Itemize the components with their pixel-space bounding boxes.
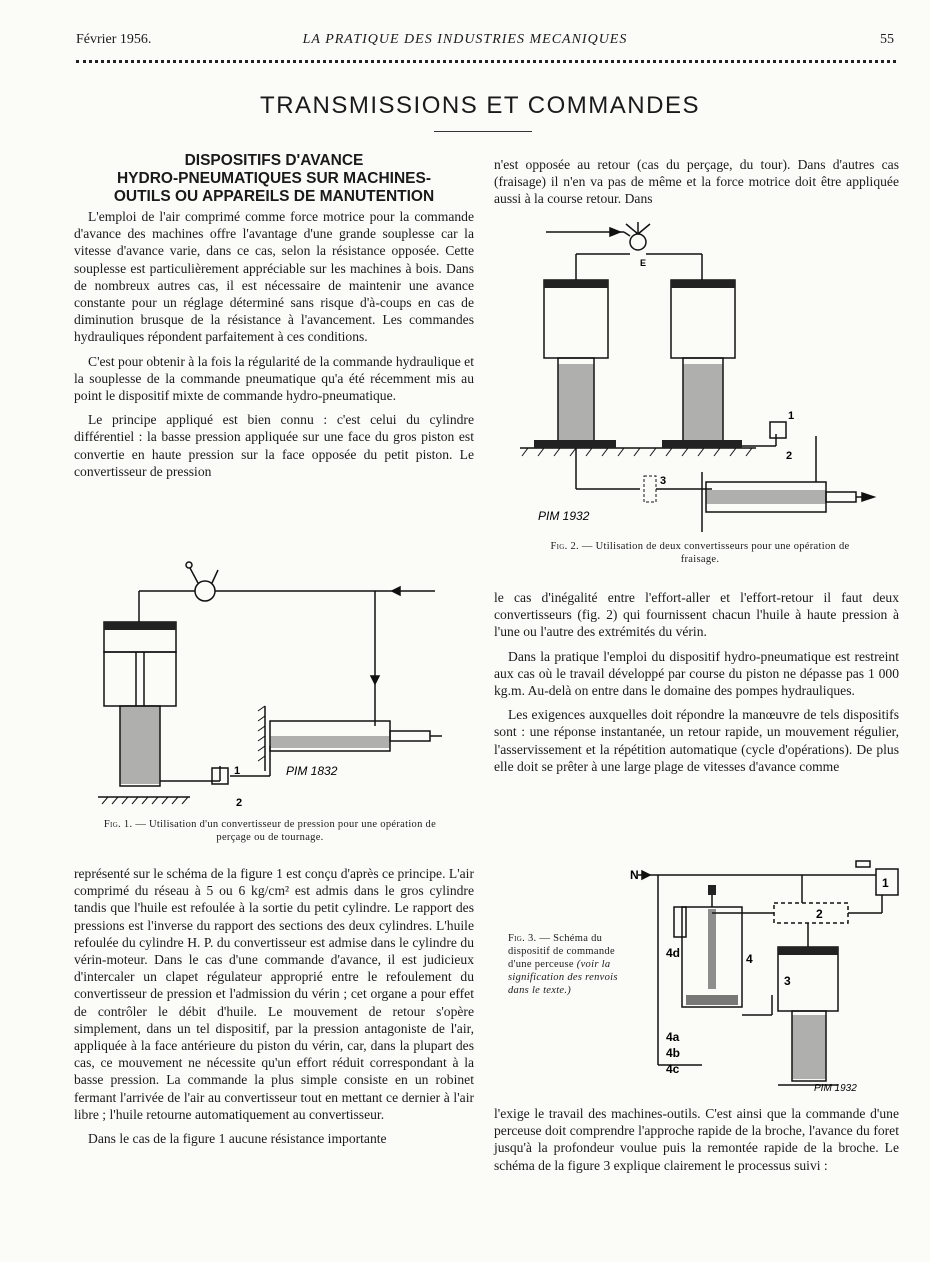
fig2-label-2: 2	[786, 450, 793, 462]
fig3-label-1: 1	[882, 876, 889, 890]
header-journal-title: LA PRATIQUE DES INDUSTRIES MECANIQUES	[302, 32, 628, 47]
article-title-line: DISPOSITIFS D'AVANCE	[184, 152, 364, 169]
figure-3-caption	[508, 932, 620, 997]
left-column-bottom	[74, 865, 474, 1154]
article-title-line: HYDRO-PNEUMATIQUES SUR MACHINES-	[116, 170, 432, 187]
figure-3-caption-italic: (voir la signification des renvois dans le texte.)	[508, 959, 618, 996]
paragraph: le cas d'inégalité entre l'effort-aller et l'effort-retour il faut deux convertisseurs (fig. 2) qui fournissent chacun l'huile à haute pression à l'une ou l'autre des extrémités du vérin.	[494, 590, 899, 640]
fig3-label-4b: 4b	[666, 1046, 681, 1060]
fig3-reference: PIM 1932	[814, 1083, 857, 1093]
figure-2-label: Fig. 2.	[550, 541, 579, 552]
fig2-label-e: E	[640, 258, 647, 268]
fig3-label-3: 3	[784, 974, 791, 988]
right-column-top	[494, 156, 899, 215]
fig1-label-2: 2	[236, 797, 243, 809]
left-column-top	[74, 208, 474, 487]
fig2-label-1: 1	[788, 410, 795, 422]
fig3-label-4c: 4c	[666, 1062, 680, 1076]
fig3-label-2: 2	[816, 907, 823, 921]
section-title: TRANSMISSIONS ET COMMANDES	[260, 92, 700, 119]
fig1-reference: PIM 1832	[286, 764, 338, 778]
fig2-reference: PIM 1932	[538, 509, 590, 523]
header-dotted-rule	[76, 60, 896, 63]
section-title-rule	[434, 131, 532, 132]
article-title	[74, 152, 474, 206]
figure-2-caption-text: — Utilisation de deux convertisseurs pour une opération de fraisage.	[581, 541, 850, 565]
figure-2-diagram	[516, 214, 886, 532]
figure-2-caption	[540, 540, 860, 566]
figure-1-diagram	[90, 556, 460, 811]
right-column-bottom	[494, 1105, 899, 1181]
paragraph: Le principe appliqué est bien connu : c'est celui du cylindre différentiel : la basse pression appliquée sur une face du gros piston est convertie en haute pression sur la face opposée du petit piston. Le convertisseur de pression	[74, 412, 474, 479]
paragraph: l'exige le travail des machines-outils. C'est ainsi que la commande d'une perceuse doit comprendre l'approche rapide de la broche, l'avance du foret jusqu'à la profondeur voulue puis la remontée rapide de la broche. Le schéma de la figure 3 explique clairement le processus suivi :	[494, 1106, 899, 1173]
paragraph: représenté sur le schéma de la figure 1 est conçu d'après ce principe. L'air comprimé du réseau à 5 ou 6 kg/cm² est admis dans le gros cylindre tandis que l'huile est refoulée à la sortie du petit cylindre. Le rapport des pressions est l'inverse du rapport des sections des deux cylindres. L'huile refoulée du cylindre H. P. du convertisseur est admise dans le cylindre du vérin-moteur. Dans le cas d'une commande d'avance, il est judicieux d'intercaler un clapet régulateur approprié entre le refoulement du convertisseur de pression et l'admission du vérin ; cet organe a pour effet de contrôler le débit d'huile. Le mouvement de retour s'opère simplement, dans un tel dispositif, par la pression antagoniste de l'air, appliquée à la face antérieure du piston du vérin, car, dans la plupart des cas, ce mouvement ne nécessite qu'un effort réduit correspondant à la basse pression. La commande la plus simple consiste en un robinet fermant l'arrivée de l'air au convertisseur tout en mettant ce dernier à l'air libre ; l'huile retourne automatiquement au convertisseur.	[74, 866, 474, 1122]
fig3-label-4d: 4d	[666, 946, 681, 960]
paragraph: C'est pour obtenir à la fois la régularité de la commande hydraulique et la souplesse de la commande pneumatique qu'a été récemment mis au point le dispositif mixte de commande hydro-pneumatique.	[74, 353, 474, 404]
figure-3-diagram	[622, 855, 907, 1093]
fig3-label-4a: 4a	[666, 1030, 680, 1044]
right-column-middle	[494, 589, 899, 782]
paragraph: Dans le cas de la figure 1 aucune résistance importante	[88, 1131, 387, 1147]
paragraph: Dans la pratique l'emploi du dispositif hydro-pneumatique est restreint aux cas où le travail développé par course du piston ne dépasse pas 1 000 kg.m. Au-delà on entre dans le domaine des pompes hydrauliques.	[494, 648, 899, 699]
figure-3-caption-text: — Schéma du dispositif de commande d'une perceuse	[508, 933, 615, 970]
figure-1-label: Fig. 1.	[103, 819, 133, 830]
fig2-label-3: 3	[660, 475, 667, 487]
figure-1-caption	[100, 818, 440, 844]
fig3-label-n: N	[630, 868, 639, 882]
header-page-number: 55	[880, 32, 894, 47]
paragraph: Les exigences auxquelles doit répondre la manœuvre de tels dispositifs sont : une réponse instantanée, un retour rapide, un mouvement régulier, l'asservissement et la répétition automatique (cycle d'opérations). De plus elle doit se prêter à une large plage de vitesses d'avance comme	[494, 707, 899, 774]
figure-3-label: Fig. 3.	[508, 933, 537, 944]
fig3-label-4: 4	[746, 952, 753, 966]
figure-1-caption-text: — Utilisation d'un convertisseur de pression pour une opération de perçage ou de tournage.	[135, 819, 437, 843]
fig1-label-1: 1	[234, 765, 241, 777]
paragraph: L'emploi de l'air comprimé comme force motrice pour la commande d'avance des machines offre l'avantage d'une grande souplesse car la vitesse d'avance varie, dans ce cas, selon la résistance opposée. Cette souplesse est particulièrement appréciable sur les machines à bois. Dans de nombreux autres cas, il est nécessaire de maintenir une avance constante pour un réglage déterminé sans risque d'à-coups en cas de diminution brusque de la résistance à l'avancement. Les commandes hydrauliques répondent parfaitement à ces conditions.	[74, 209, 474, 345]
paragraph: n'est opposée au retour (cas du perçage, du tour). Dans d'autres cas (fraisage) il n'en va pas de même et la force motrice doit être appliquée aussi à la course retour. Dans	[494, 157, 899, 207]
article-title-line: OUTILS OU APPAREILS DE MANUTENTION	[113, 188, 435, 205]
header-date: Février 1956.	[76, 32, 152, 47]
